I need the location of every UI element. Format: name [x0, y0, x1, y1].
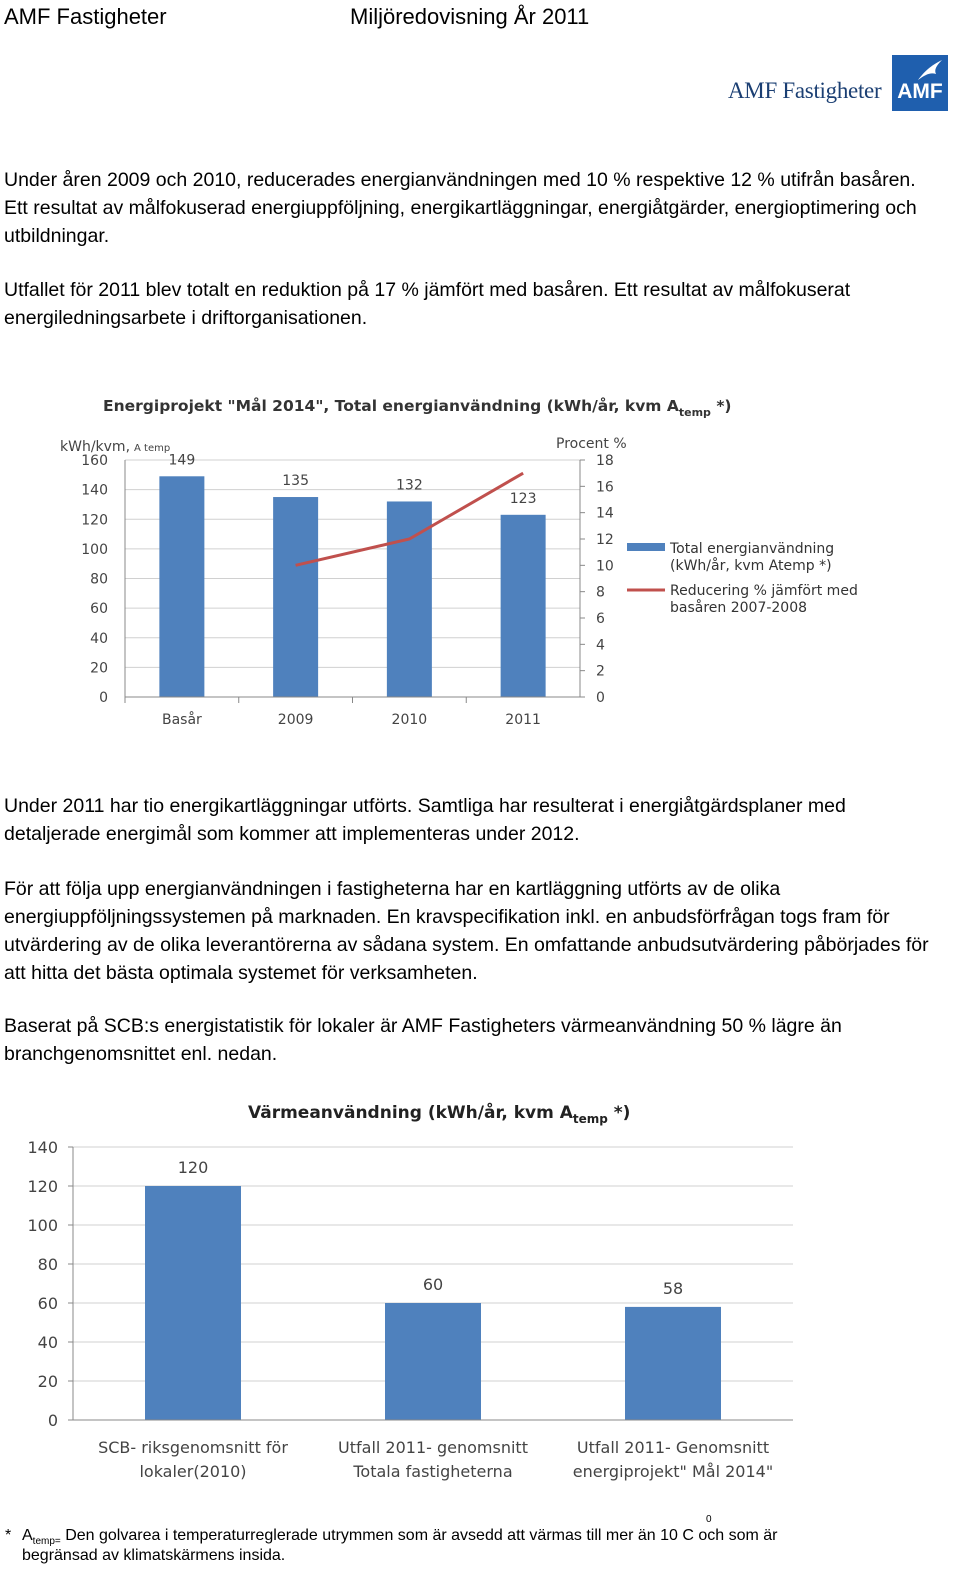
- legend-reduction-line1: Reducering % jämfört med: [670, 583, 858, 599]
- chart2-x-tick-label: lokaler(2010): [139, 1462, 247, 1481]
- chart1-y-tick-label: 160: [81, 453, 108, 469]
- chart1-y-tick-label: 120: [81, 512, 108, 529]
- chart2-y-tick-label: 60: [37, 1294, 58, 1313]
- chart1-bar-label: 132: [396, 477, 423, 494]
- chart1-x-tick-label: 2010: [391, 712, 428, 728]
- footnote-marker: *: [5, 1527, 12, 1544]
- chart2-y-tick-label: 140: [27, 1138, 58, 1157]
- chart1-x-tick-label: Basår: [161, 712, 202, 728]
- chart2-y-tick-label: 120: [27, 1177, 58, 1196]
- amf-logo: [726, 55, 950, 113]
- chart1-bar-label: 135: [282, 473, 309, 490]
- chart2-y-tick-label: 0: [47, 1411, 58, 1430]
- chart1-y2-tick-label: 0: [596, 690, 605, 706]
- header-report-title: Miljöredovisning År 2011: [350, 4, 590, 29]
- chart2-y-tick-label: 20: [37, 1372, 58, 1391]
- chart1-x-tick-label: 2009: [277, 712, 314, 728]
- header-company: AMF Fastigheter: [4, 4, 167, 29]
- chart1-y-tick-label: 0: [99, 690, 108, 706]
- bird-icon: [916, 58, 944, 82]
- chart1-bar: [501, 515, 546, 697]
- chart1-y2-tick-label: 4: [596, 637, 605, 654]
- chart1-y2-tick-label: 12: [596, 532, 614, 548]
- legend-total-line2: (kWh/år, kvm Atemp *): [670, 558, 832, 574]
- chart2-y-tick-label: 40: [37, 1333, 58, 1352]
- footnote-line-2: begränsad av klimatskärmens insida.: [22, 1547, 286, 1564]
- paragraph-monitoring-systems: För att följa upp energianvändningen i fastigheterna har en kartläggning utförts av de olika energiuppföljningssystemen på marknaden. En kravspecifikation inkl. en anbudsförfrågan togs fram för utvärdering av de olika leverantörerna av sådana system. En omfattande anbudsutvärdering påbörjades för att hitta det bästa optimala systemet för verksamheten.: [4, 878, 929, 984]
- chart2-bar-label: 120: [177, 1158, 209, 1177]
- chart1-y2-tick-label: 18: [596, 453, 614, 469]
- chart1-y-tick-label: 140: [81, 482, 108, 499]
- legend-total-line1: Total energianvändning: [670, 541, 835, 557]
- logo-badge: [892, 55, 948, 111]
- chart1-y2-tick-label: 2: [596, 663, 605, 680]
- footnote-degree-superscript: 0: [706, 1514, 712, 1525]
- chart1-bar: [159, 476, 204, 697]
- chart2-title: Värmeanvändning (kWh/år, kvm $A_{temp}$ *): [248, 1103, 631, 1126]
- chart2-x-tick-label: Utfall 2011- genomsnitt: [338, 1438, 528, 1457]
- energy-project-chart: [40, 385, 920, 745]
- chart2-y-tick-label: 80: [37, 1255, 58, 1274]
- chart2-bar-label: 58: [662, 1278, 684, 1298]
- heat-usage-chart: [0, 1090, 830, 1490]
- chart2-bar: [145, 1186, 241, 1420]
- paragraph-scb-statistics: Baserat på SCB:s energistatistik för lokaler är AMF Fastigheters värmeanvändning 50 % lägre än branchgenomsnittet enl. nedan.: [4, 1015, 842, 1065]
- chart1-y-axis-label: kWh/kvm, A temp: [60, 439, 171, 455]
- logo-wordmark: AMF Fastigheter: [728, 78, 882, 103]
- logo-badge-text: AMF: [897, 80, 943, 103]
- chart1-y2-tick-label: 8: [596, 584, 605, 601]
- chart1-y-tick-label: 60: [90, 601, 108, 618]
- chart1-bar: [273, 497, 318, 697]
- chart1-y2-tick-label: 10: [596, 558, 614, 575]
- chart2-y-tick-label: 100: [27, 1216, 58, 1235]
- chart2-x-tick-label: SCB- riksgenomsnitt för: [98, 1438, 288, 1457]
- chart1-bar-label: 149: [168, 452, 196, 469]
- chart1-y-tick-label: 40: [90, 630, 108, 647]
- chart1-title: Energiprojekt "Mål 2014", Total energianvändning (kWh/år, kvm $A_{temp}$ *): [103, 397, 732, 419]
- chart1-y-tick-label: 100: [81, 541, 108, 558]
- chart1-y2-tick-label: 14: [596, 505, 614, 522]
- chart2-bar-label: 60: [422, 1275, 444, 1294]
- chart2-bar: [625, 1307, 721, 1420]
- chart1-y-tick-label: 20: [90, 660, 108, 677]
- chart1-y2-axis-label: Procent %: [556, 436, 627, 452]
- paragraph-reduction-2009-2010: Under åren 2009 och 2010, reducerades energianvändningen med 10 % respektive 12 % utifrån basåren. Ett resultat av målfokuserad energiuppföljning, energikartläggningar, energiåtgärder, energioptimering och utbildningar.: [4, 169, 917, 247]
- chart1-bar-label: 123: [509, 490, 537, 507]
- chart2-bar: [385, 1303, 481, 1420]
- footnote-line-1: $A_{temp=}$ Den golvarea i temperaturreglerade utrymmen som är avsedd att värmas till mer än 10 C och som är: [22, 1527, 778, 1548]
- paragraph-energy-surveys: Under 2011 har tio energikartläggningar utförts. Samtliga har resulterat i energiåtgärdsplaner med detaljerade energimål som kommer att implementeras under 2012.: [4, 795, 846, 845]
- chart1-y-tick-label: 80: [90, 571, 108, 588]
- chart1-y2-tick-label: 6: [596, 611, 605, 627]
- chart1-x-tick-label: 2011: [505, 712, 541, 728]
- paragraph-result-2011: Utfallet för 2011 blev totalt en reduktion på 17 % jämfört med basåren. Ett resultat av målfokuserat energiledningsarbete i driftorganisationen.: [4, 279, 851, 329]
- chart2-x-tick-label: energiprojekt" Mål 2014": [572, 1462, 774, 1481]
- legend-swatch-total: [627, 543, 665, 551]
- chart2-x-tick-label: Totala fastigheterna: [353, 1462, 513, 1481]
- legend-reduction-line2: basåren 2007-2008: [670, 600, 808, 616]
- chart1-y2-tick-label: 16: [596, 479, 614, 496]
- chart1-legend: [627, 541, 858, 616]
- chart2-x-tick-label: Utfall 2011- Genomsnitt: [576, 1438, 770, 1457]
